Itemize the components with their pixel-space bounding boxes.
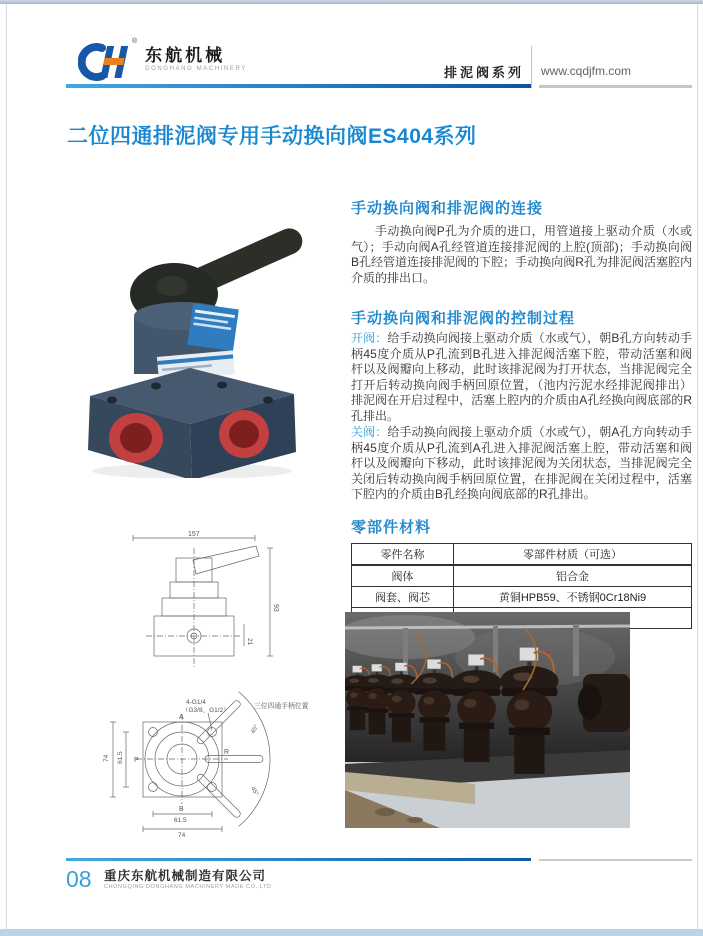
header-divider [531, 46, 532, 88]
logo-name-en: DONGHANG MACHINERY [145, 66, 247, 72]
header-rule-gray [539, 85, 692, 88]
part-material-cell: 黄铜HPB59、不锈钢0Cr18Ni9 [454, 587, 692, 608]
drawing-front-view [133, 531, 279, 668]
part-name-cell: 阀体 [352, 565, 454, 587]
dim-615-left: 61.5 [117, 751, 124, 764]
port-b-label: B [179, 806, 184, 813]
angle-upper: 45° [250, 724, 261, 735]
technical-drawing [58, 528, 348, 873]
angle-lower: 45° [249, 786, 259, 797]
close-valve-label: 关阀： [351, 425, 388, 439]
dim-615-bottom: 61.5 [174, 817, 187, 824]
company-logo [78, 38, 247, 87]
section-connection [351, 197, 692, 218]
note-thread-alt: （G3/8、G1/2） [182, 707, 230, 714]
open-valve-text: 给手动换向阀接上驱动介质（水或气），朝B孔方向转动手柄45度介质从P孔流到B孔进入排泥阀活塞下腔，带动活塞和阀杆以及阀瓣向上移动，此时该排泥阀为打开状态，当排泥阀完全打开后转动换向阀手柄回原位置，（池内污泥水经排泥阀排出）排泥阀在开启过程中，活塞上腔内的介质由A孔经换向阀底部的R孔排出。 [351, 331, 692, 423]
company-name-cn: 重庆东航机械制造有限公司 [104, 869, 267, 883]
drawing-bottom-view [103, 692, 309, 839]
part-material-cell: 铝合金 [454, 565, 692, 587]
footer-company [104, 869, 272, 891]
connection-body: 手动换向阀P孔为介质的进口，用管道接上驱动介质（水或气）；手动向阀A孔经管道连接排泥阀的上腔(顶部)；手动换向阀B孔经管道连接排泥阀的下腔；手动换向阀R孔为排泥阀活塞腔内介质的排出口。 [351, 224, 692, 285]
col-part-material: 零部件材质（可选） [454, 544, 692, 566]
table-row [352, 587, 692, 608]
port-p-label: P [134, 757, 139, 764]
port-a-label: A [179, 714, 184, 721]
header-rule-blue [66, 84, 531, 88]
page-bottom-bar [0, 929, 703, 936]
page-right-border [697, 4, 698, 929]
control-open-paragraph [351, 331, 692, 424]
close-valve-text: 给手动换向阀接上驱动介质（水或气），朝A孔方向转动手柄45度介质从P孔流到A孔进入排泥阀活塞上腔，带动活塞和阀杆以及阀瓣向下移动，此时该排泥阀为关闭状态，当排泥阀完全关闭后转动换向阀手柄回原位置，在排泥阀在关闭过程中，活塞下腔内的介质由B孔经换向阀底部的R孔排出。 [351, 425, 692, 501]
valve-body [88, 368, 296, 478]
series-label: 排泥阀系列 [443, 65, 524, 80]
dim-21: 21 [246, 638, 253, 646]
installation-photo [345, 612, 630, 828]
logo-name-cn: 东航机械 [145, 46, 226, 65]
page-top-bar [0, 0, 703, 4]
table-header-row [352, 544, 692, 566]
dim-157: 157 [188, 531, 200, 538]
section-control [351, 307, 692, 328]
table-row [352, 565, 692, 587]
dim-74-bottom: 74 [178, 832, 186, 839]
materials-heading: 零部件材料 [351, 519, 432, 536]
product-photo-hand-valve [72, 188, 337, 478]
control-close-paragraph [351, 425, 692, 503]
part-name-cell: 阀套、阀芯 [352, 587, 454, 608]
open-valve-label: 开阀： [351, 331, 388, 345]
dim-74-left: 74 [103, 754, 110, 762]
port-r-label: R [224, 749, 230, 756]
note-positions: 三位四通手柄位置 [254, 703, 309, 710]
col-part-name: 零件名称 [352, 544, 454, 566]
footer-rule-blue [66, 858, 531, 861]
section-materials [351, 516, 692, 537]
logo-mark-icon [78, 42, 132, 87]
valve-port-right [219, 410, 269, 458]
connection-heading: 手动换向阀和排泥阀的连接 [351, 200, 544, 217]
dim-93: 93 [272, 604, 279, 612]
valve-port-left [109, 413, 163, 463]
page-number: 08 [66, 866, 92, 892]
page-left-border [6, 4, 7, 929]
company-name-en: CHONGQING DONGHANG MACHINERY MADE CO.,LTD [104, 884, 272, 890]
page-title: 二位四通排泥阀专用手动换向阀ES404系列 [67, 125, 477, 148]
footer-rule-gray [539, 859, 692, 861]
note-thread: 4-G1/4 [186, 699, 206, 706]
website-url: www.cqdjfm.com [541, 64, 632, 78]
control-heading: 手动换向阀和排泥阀的控制过程 [351, 310, 576, 327]
registered-mark: ® [132, 38, 138, 45]
